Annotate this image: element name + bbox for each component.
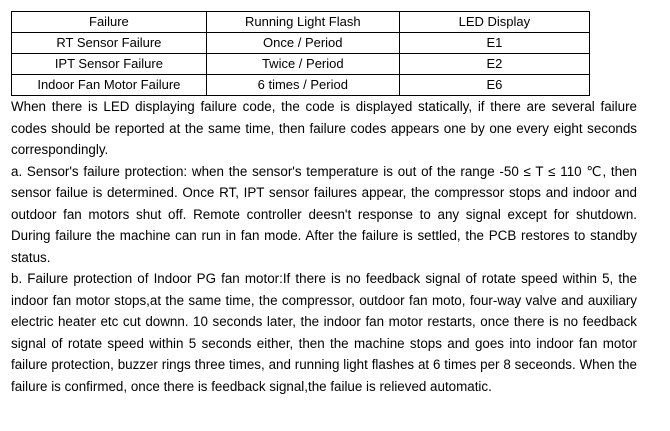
table-row bbox=[12, 33, 590, 54]
table-cell-failure: IPT Sensor Failure bbox=[12, 54, 207, 75]
body-text bbox=[11, 96, 637, 397]
failure-code-table bbox=[11, 11, 590, 96]
table-header-row bbox=[12, 12, 590, 33]
header-led-display: LED Display bbox=[399, 12, 589, 33]
paragraph-led-display: When there is LED displaying failure code, the code is displayed statically, if there are several failure codes should be reported at the same time, then failure codes appears one by one every eight seconds correspondingly. bbox=[11, 99, 637, 157]
header-running-light-flash: Running Light Flash bbox=[206, 12, 399, 33]
table-cell-failure: RT Sensor Failure bbox=[12, 33, 207, 54]
paragraph-sensor-failure: a. Sensor's failure protection: when the sensor's temperature is out of the range -50 ≤ T ≤ 110 ℃, then sensor failue is determined. Once RT, IPT sensor failures appear, the compressor stops and indoor and outdoor fan motors shut off. Remote controller deesn't response to any signal except for shutdown. During failure the machine can run in fan mode. After the failure is settled, the PCB restores to standby status. bbox=[11, 163, 637, 265]
table-cell-led: E2 bbox=[399, 54, 589, 75]
paragraph-fan-motor-failure: b. Failure protection of Indoor PG fan motor:If there is no feedback signal of rotate speed within 5, the indoor fan motor stops,at the same time, the compressor, outdoor fan moto, four-way valve and auxiliary electric heater etc cut downn. 10 seconds later, the indoor fan motor restarts, once there is no feedback signal of rotate speed within 5 seconds either, then the machine stops and goes into indoor fan motor failure protection, buzzer rings three times, and running light flashes at 6 times per 8 seceonds. When the failure is confirmed, once there is feedback signal,the failue is relieved automatic. bbox=[11, 271, 637, 394]
table-cell-flash: 6 times / Period bbox=[206, 75, 399, 96]
table-cell-flash: Twice / Period bbox=[206, 54, 399, 75]
table-cell-led: E1 bbox=[399, 33, 589, 54]
table-cell-flash: Once / Period bbox=[206, 33, 399, 54]
table-cell-failure: Indoor Fan Motor Failure bbox=[12, 75, 207, 96]
header-failure: Failure bbox=[12, 12, 207, 33]
table-cell-led: E6 bbox=[399, 75, 589, 96]
table-row bbox=[12, 75, 590, 96]
table-row bbox=[12, 54, 590, 75]
